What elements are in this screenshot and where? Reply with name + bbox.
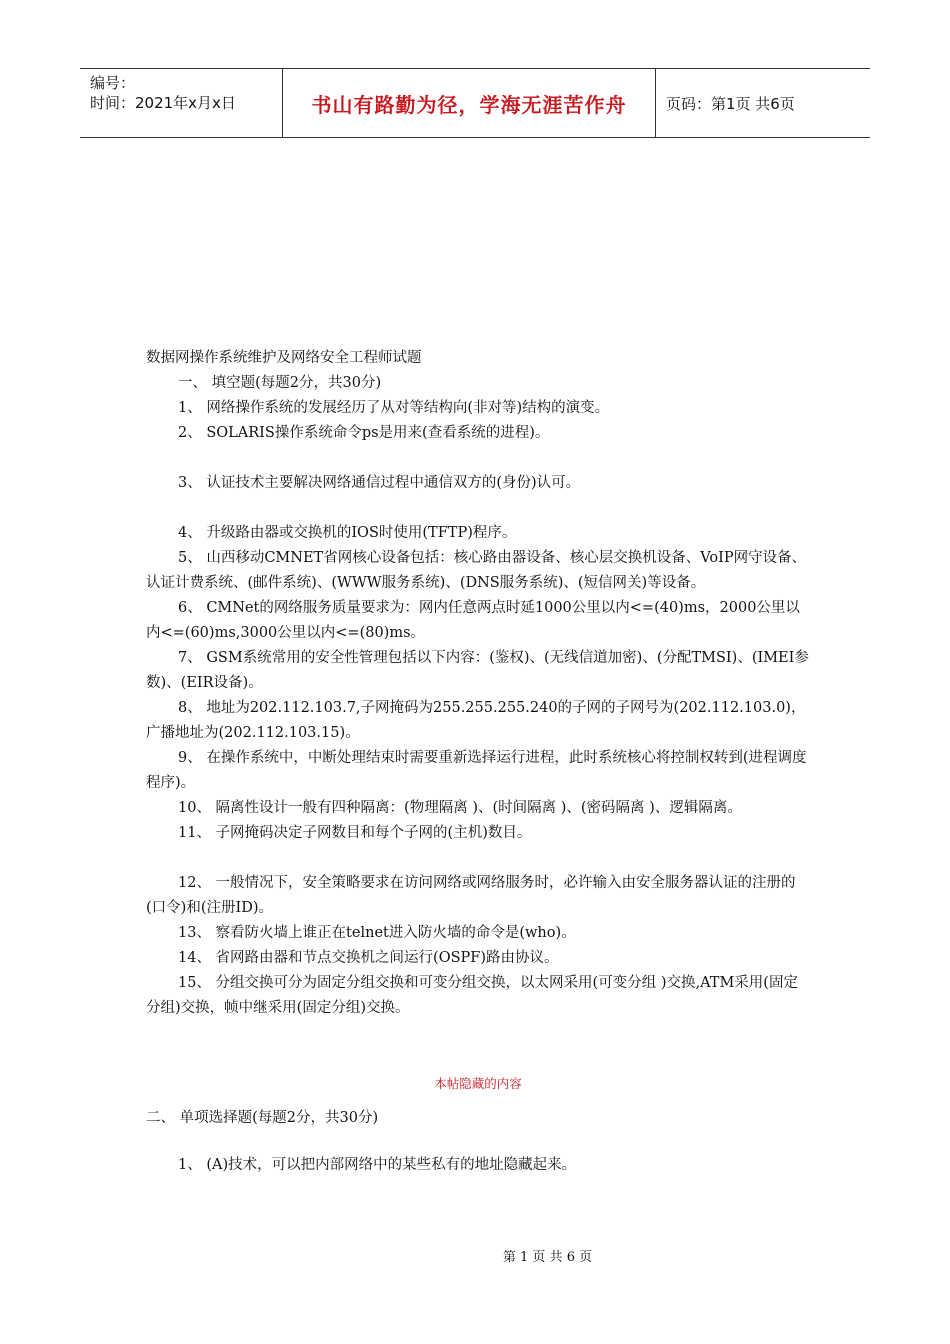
question-8: 8、 地址为202.112.103.7,子网掩码为255.255.255.240的子网的子网号为(202.112.103.0)，广播地址为(202.112.103.15)。: [146, 700, 806, 741]
question-3: 3、 认证技术主要解决网络通信过程中通信双方的(身份)认可。: [178, 475, 581, 491]
page-header: [80, 68, 870, 138]
choice-question-1: 1、 (A)技术，可以把内部网络中的某些私有的地址隐藏起来。: [178, 1157, 577, 1173]
question-13: 13、 察看防火墙上谁正在telnet进入防火墙的命令是(who)。: [178, 925, 576, 941]
document-number-label: 编号：: [90, 74, 136, 92]
section-heading-single-choice: 二、 单项选择题(每题2分，共30分): [146, 1110, 379, 1126]
header-motto: 书山有路勤为径，学海无涯苦作舟: [282, 69, 656, 137]
question-14: 14、 省网路由器和节点交换机之间运行(OSPF)路由协议。: [178, 950, 559, 966]
question-2: 2、 SOLARIS操作系统命令ps是用来(查看系统的进程)。: [178, 425, 550, 441]
question-10: 10、 隔离性设计一般有四种隔离：(物理隔离 )、(时间隔离 )、(密码隔离 )、逻辑隔离。: [178, 800, 742, 816]
question-15: 15、 分组交换可分为固定分组交换和可变分组交换，以太网采用(可变分组 )交换,ATM采用(固定分组)交换，帧中继采用(固定分组)交换。: [146, 975, 798, 1016]
header-page-info: 页码：第1页 共6页: [666, 94, 795, 113]
question-7: 7、 GSM系统常用的安全性管理包括以下内容：(鉴权)、(无线信道加密)、(分配TMSI)、(IMEI参数)、(EIR设备)。: [146, 650, 809, 691]
header-meta: [80, 69, 282, 137]
question-11: 11、 子网掩码决定子网数目和每个子网的(主机)数目。: [178, 825, 532, 841]
question-1: 1、 网络操作系统的发展经历了从对等结构向(非对等)结构的演变。: [178, 400, 610, 416]
question-9: 9、 在操作系统中，中断处理结束时需要重新选择运行进程，此时系统核心将控制权转到(进程调度程序)。: [146, 750, 807, 791]
document-body: [146, 346, 810, 1178]
question-5: 5、 山西移动CMNET省网核心设备包括：核心路由器设备、核心层交换机设备、VoIP网守设备、认证计费系统、(邮件系统)、(WWW服务系统)、(DNS服务系统)、(短信网关)等设备。: [146, 550, 807, 591]
document-time-label: 时间：2021年x月x日: [90, 94, 236, 112]
page-footer: 第 1 页 共 6 页: [502, 1250, 593, 1265]
document-title: 数据网操作系统维护及网络安全工程师试题: [146, 350, 422, 366]
question-6: 6、 CMNet的网络服务质量要求为：网内任意两点时延1000公里以内<=(40)ms，2000公里以内<=(60)ms,3000公里以内<=(80)ms。: [146, 600, 800, 641]
question-12: 12、 一般情况下，安全策略要求在访问网络或网络服务时，必许输入由安全服务器认证的注册的(口令)和(注册ID)。: [146, 875, 796, 916]
hidden-content-link[interactable]: 本帖隐藏的内容: [434, 1076, 522, 1091]
question-4: 4、 升级路由器或交换机的IOS时使用(TFTP)程序。: [178, 525, 517, 541]
section-heading-fill-in: 一、 填空题(每题2分，共30分): [178, 375, 382, 391]
